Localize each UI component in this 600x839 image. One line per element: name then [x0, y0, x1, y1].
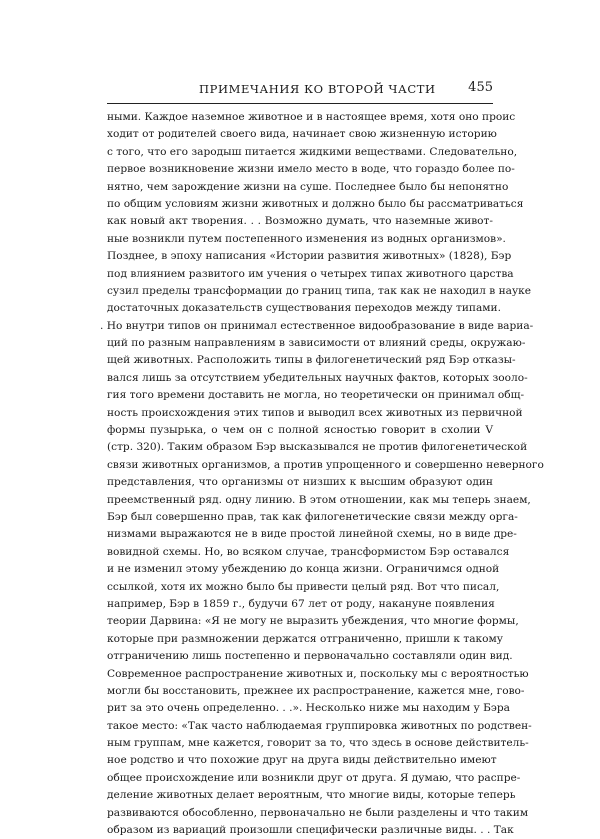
text-line: формы пузырька, о чем он с полной ясностью говорит в схолии V: [107, 424, 493, 437]
text-line: ходит от родителей своего вида, начинает свою жизненную историю: [107, 128, 497, 141]
text-line: Позднее, в эпоху написания «Истории развития животных» (1828), Бэр: [107, 250, 512, 263]
text-line: низмами выражаются не в виде простой линейной схемы, но в виде дре-: [107, 528, 517, 541]
text-line: теории Дарвина: «Я не могу не выразить убеждения, что многие формы,: [107, 615, 519, 628]
text-line: образом из вариаций произошли специфически различные виды. . . Так: [107, 824, 514, 837]
text-line: например, Бэр в 1859 г., будучи 67 лет от роду, накануне появления: [107, 597, 495, 610]
text-line: первое возникновение жизни имело место в воде, что гораздо более по-: [107, 163, 515, 176]
text-line: ные возникли путем постепенного изменения из водных организмов».: [107, 232, 506, 245]
header-rule: [107, 103, 493, 104]
text-line: деление животных делает вероятным, что многие виды, которые теперь: [107, 789, 516, 802]
text-line: преемственный ряд. одну линию. В этом отношении, как мы теперь знаем,: [107, 493, 531, 506]
running-title: ПРИМЕЧАНИЯ КО ВТОРОЙ ЧАСТИ: [199, 82, 436, 96]
text-line: . Но внутри типов он принимал естественное видообразование в виде вариа-: [100, 319, 534, 332]
text-line: могли бы восстановить, прежнее их распространение, кажется мне, гово-: [107, 684, 525, 697]
text-line: Бэр был совершенно прав, так как филогенетические связи между орга-: [107, 510, 518, 523]
text-line: щей животных. Расположить типы в филогенетический ряд Бэр отказы-: [107, 354, 516, 367]
text-line: нятно, чем зарождение жизни на суше. Последнее было бы непонятно: [107, 180, 509, 193]
text-line: ными. Каждое наземное животное и в настоящее время, хотя оно проис: [107, 111, 516, 123]
text-line: сузил пределы трансформации до границ типа, так как не находил в науке: [107, 284, 532, 297]
text-line: развиваются обособленно, первоначально не были разделены и что таким: [107, 806, 529, 819]
text-line: с того, что его зародыш питается жидкими веществами. Следовательно,: [107, 145, 518, 158]
text-line: гия того времени доставить не могла, но теоретически он принимал общ-: [107, 389, 525, 402]
text-line: ным группам, мне кажется, говорит за то, что здесь в основе действитель-: [107, 737, 529, 750]
text-line: и не изменил этому убеждению до конца жизни. Ограничимся одной: [107, 563, 500, 576]
text-line: которые при размножении держатся отграниченно, пришли к такому: [107, 632, 504, 645]
running-head: [107, 80, 493, 98]
text-line: связи животных организмов, а против упрощенного и совершенно неверного: [107, 458, 544, 471]
body-text: [100, 109, 544, 839]
text-line: общее происхождение или возникли друг от друга. Я думаю, что распре-: [107, 771, 521, 784]
text-line: вался лишь за отсутствием убедительных научных фактов, которых зооло-: [107, 371, 528, 384]
text-line: как новый акт творения. . . Возможно думать, что наземные живот-: [107, 215, 493, 228]
text-line: представления, что организмы от низших к высшим образуют один: [107, 476, 493, 489]
text-line: ность происхождения этих типов и выводил всех животных из первичной: [107, 406, 523, 419]
text-line: ное родство и что похожие друг на друга виды действительно имеют: [107, 754, 497, 767]
text-line: ций по разным направлениям в зависимости от влияний среды, окружаю-: [107, 337, 526, 350]
text-line: такое место: «Так часто наблюдаемая группировка животных по родствен-: [107, 719, 532, 732]
page-number: 455: [468, 80, 493, 95]
text-line: вовидной схемы. Но, во всяком случае, трансформистом Бэр оставался: [107, 545, 510, 558]
text-line: по общим условиям жизни животных и должно было бы рассматриваться: [107, 197, 524, 210]
text-line: рит за это очень определенно. . .». Несколько ниже мы находим у Бэра: [107, 702, 510, 715]
text-line: (стр. 320). Таким образом Бэр высказывался не против филогенетической: [107, 441, 528, 454]
text-line: отграничению лишь постепенно и первоначально составляли один вид.: [107, 650, 513, 663]
text-line: ссылкой, хотя их можно было бы привести целый ряд. Вот что писал,: [107, 580, 500, 593]
text-line: достаточных доказательств существования переходов между типами.: [107, 302, 501, 315]
text-line: Современное распространение животных и, поскольку мы с вероятностью: [107, 667, 529, 680]
text-line: под влиянием развитого им учения о четырех типах животного царства: [107, 267, 514, 280]
